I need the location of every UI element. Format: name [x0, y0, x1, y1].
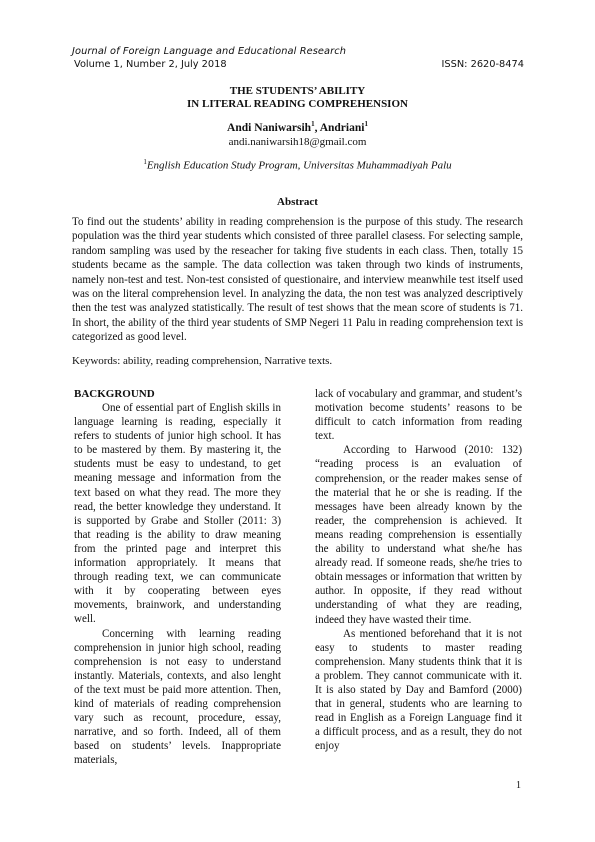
abstract-heading: Abstract — [277, 196, 318, 208]
author-2-affil-mark: 1 — [364, 120, 368, 128]
left-column — [74, 387, 281, 767]
title-block — [72, 85, 523, 172]
paper-title-line-2: IN LITERAL READING COMPREHENSION — [187, 98, 408, 110]
affiliation-mark: 1 — [143, 157, 147, 166]
body-paragraph: According to Harwood (2010: 132) “reading process is an evaluation of comprehension, or the reader makes sense of the material that he or she is reading. If the messages have been already known by the reader, the comprehension is achieved. It means reading comprehension is essentially the ability to understand what she/he has already read. If someone reads, she/he tries to obtain messages or information that written by author. In opposite, if they read without understanding of what they are reading, indeed they have wasted their time. — [315, 444, 522, 626]
affiliation — [72, 155, 523, 173]
issue-line — [74, 59, 524, 70]
author-list — [72, 117, 523, 135]
author-email: andi.naniwarsih18@gmail.com — [228, 135, 367, 148]
section-heading-background: BACKGROUND — [74, 388, 155, 400]
body-paragraph: As mentioned beforehand that it is not easy to students to master reading comprehension. Many students think that it is a problem. They cannot communicate with it. It is also stated by Day and Bamford (2000) that in general, students who are learning to read in English as a Foreign Language find it a difficult process, and as a result, they do not enjoy — [315, 627, 522, 753]
author-2: Andriani — [319, 121, 365, 134]
issn: ISSN: 2620-8474 — [441, 59, 524, 70]
journal-name: Journal of Foreign Language and Educational Research — [72, 46, 347, 57]
keywords: Keywords: ability, reading comprehension, Narrative texts. — [72, 355, 333, 367]
author-separator: , — [314, 121, 320, 134]
body-paragraph: lack of vocabulary and grammar, and student’s motivation become students’ reasons to be difficult to catch information from reading text. — [315, 388, 522, 443]
body-paragraph: One of essential part of English skills in language learning is reading, especially it refers to students of junior high school. It has to be mastered by them. By mastering it, the students must be easy to undestand, to get meaning message and information from the text based on what they read. The more they read, the better knowledge they understand. It is supported by Grabe and Stoller (2011: 3) that reading is the ability to draw meaning from the printed page and interpret this information appropriately. It means that through reading text, we can communicate with it by cooperating between eyes movements, brainwork, and understanding well. — [74, 402, 281, 626]
body-paragraph: Concerning with learning reading comprehension in junior high school, reading comprehension is not easy to understand instantly. Materials, contexts, and also lenght of the text must be paid more attention. Then, kind of materials of reading comprehension vary such as recount, procedure, essay, narrative, and so forth. Indeed, all of them based on students’ levels. Inappropriate materials, — [74, 627, 281, 767]
page-number: 1 — [516, 780, 521, 791]
right-column — [315, 387, 522, 753]
volume-info: Volume 1, Number 2, July 2018 — [74, 59, 227, 70]
affiliation-text: English Education Study Program, Universitas Muhammadiyah Palu — [146, 159, 452, 172]
author-1-affil-mark: 1 — [311, 120, 315, 128]
paper-title-line-1: THE STUDENTS’ ABILITY — [229, 85, 366, 97]
abstract-text: To find out the students’ ability in reading comprehension is the purpose of this study. The research population was the third year students which consisted of three parallel clasess. For selecting sample, random sampling was used by the reseacher for taking five students in each class. Then, totally 15 students became as the sample. The data collection was taken through two kinds of instruments, namely non-test and test. Non-test consisted of questionaire, and interview meanwhile test itself used was on the literal comprehension level. In analyzing the data, the non test was analyzed descriptively then the test was analyzed statistically. The result of test shows that the mean score of students is 71. In short, the ability of the third year students of SMP Negeri 11 Palu in reading comprehension text is categorized as good level. — [72, 216, 523, 344]
author-1: Andi Naniwarsih — [227, 121, 312, 134]
